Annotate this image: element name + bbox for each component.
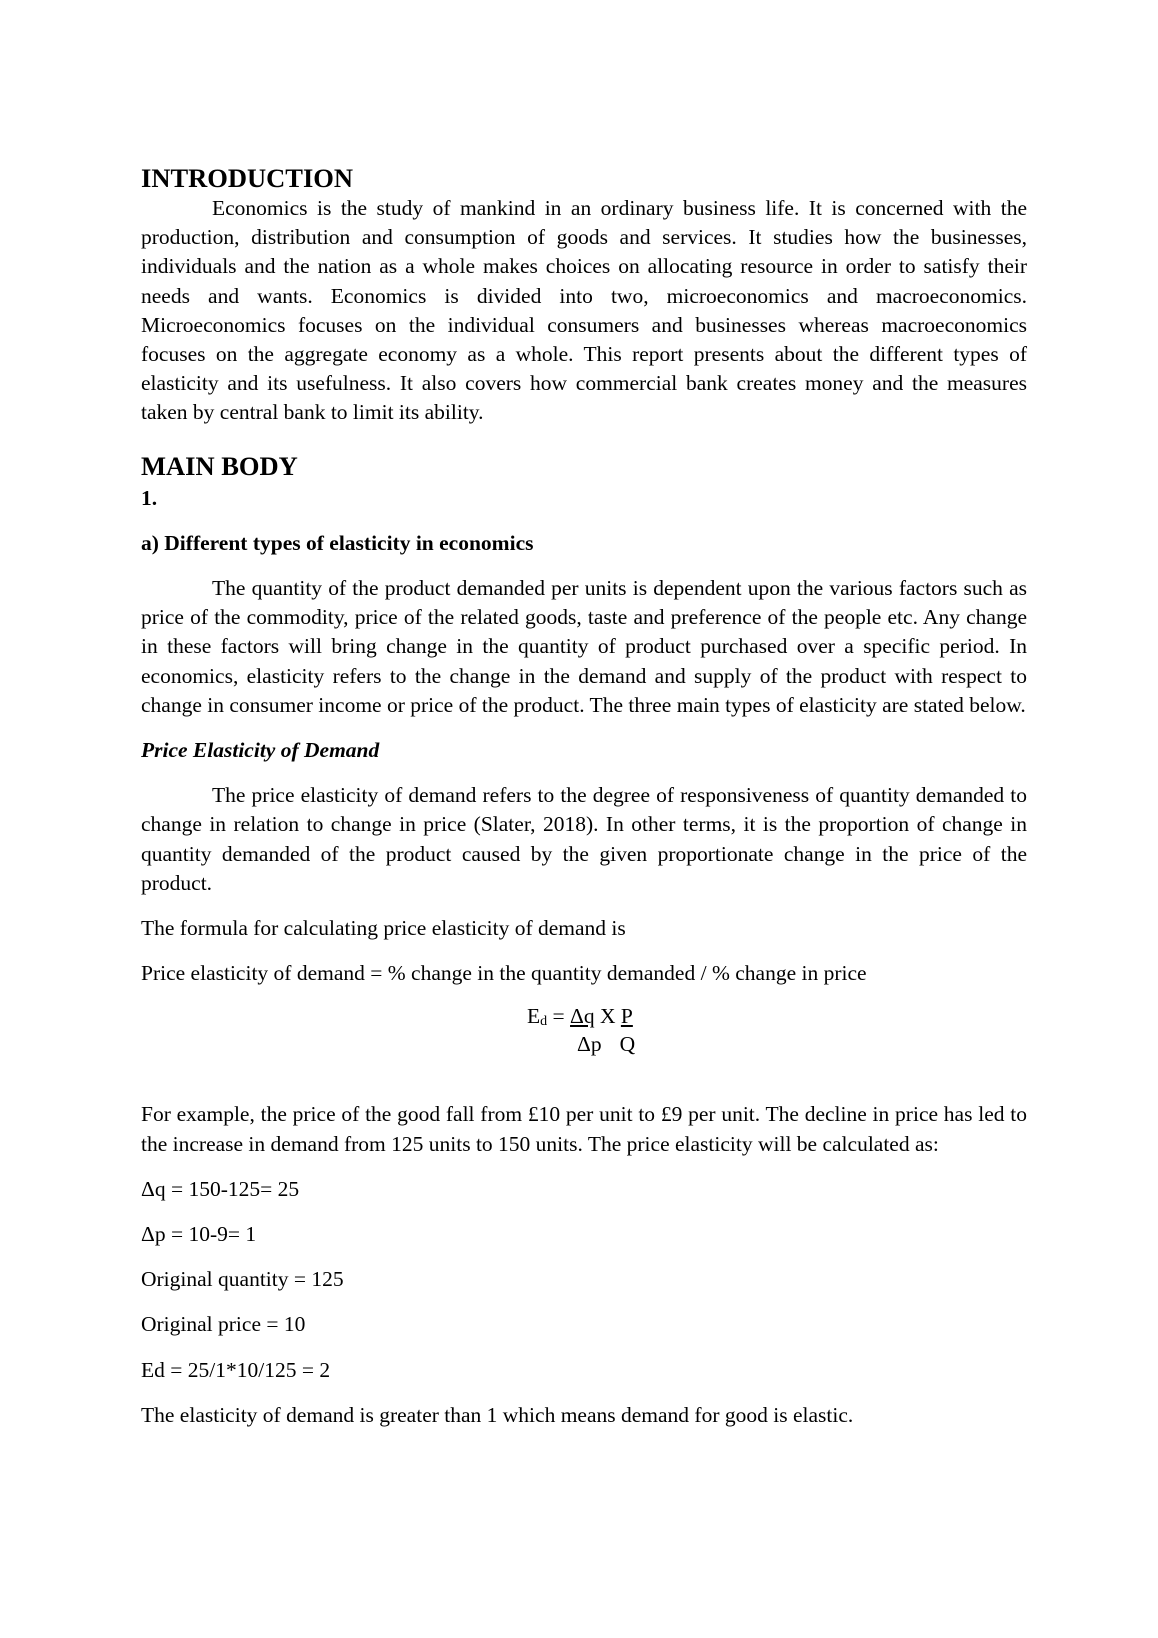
formula-quantity: Q [619,1032,636,1057]
elasticity-formula [141,1002,1027,1060]
formula-lhs: E [527,1004,541,1029]
introduction-heading: INTRODUCTION [141,163,354,193]
formula-intro: The formula for calculating price elasticity of demand is [141,916,626,941]
formula-delta-q: Δq [570,1004,595,1029]
calc-original-price: Original price = 10 [141,1312,306,1337]
calc-delta-p: Δp = 10-9= 1 [141,1222,257,1247]
ped-paragraph: The price elasticity of demand refers to the degree of responsiveness of quantity demanded to change in relation to change in price (Slater, 2018). In other terms, it is the proportion of change in quantity demanded of the product caused by the given proportionate change in the price of the product. [141,783,1027,895]
formula-denominator-row [577,1030,635,1059]
section-a-paragraph: The quantity of the product demanded per units is dependent upon the various factors such as price of the commodity, price of the related goods, taste and preference of the people etc. Any change in these factors will bring change in the quantity of product purchased over a specific period. In economics, elasticity refers to the change in the demand and supply of the product with respect to change in consumer income or price of the product. The three main types of elasticity are stated below. [141,576,1027,717]
section-a-heading: a) Different types of elasticity in economics [141,530,534,555]
ped-heading: Price Elasticity of Demand [141,738,380,763]
conclusion-text: The elasticity of demand is greater than 1 which means demand for good is elastic. [141,1402,854,1427]
formula-times: X [599,1004,616,1029]
calc-delta-q: Δq = 150-125= 25 [141,1176,300,1201]
example-paragraph: For example, the price of the good fall from £10 per unit to £9 per unit. The decline in price has led to the increase in demand from 125 units to 150 units. The price elasticity will be calculated as: [141,1102,1027,1156]
main-body-heading: MAIN BODY [141,450,298,481]
formula-delta-p: Δp [577,1032,602,1057]
introduction-paragraph: Economics is the study of mankind in an ordinary business life. It is concerned with the production, distribution and consumption of goods and services. It studies how the businesses, individuals and the nation as a whole makes choices on allocating resource in order to satisfy their needs and wants. Economics is divided into two, microeconomics and macroeconomics. Microeconomics focuses on the individual consumers and businesses whereas macroeconomics focuses on the aggregate economy as a whole. This report presents about the different types of elasticity and its usefulness. It also covers how commercial bank creates money and the measures taken by central bank to limit its ability. [141,196,1027,425]
calc-elasticity: Ed = 25/1*10/125 = 2 [141,1357,331,1382]
formula-lhs-subscript: d [540,1014,548,1030]
section-number: 1. [141,485,158,510]
document-page [141,162,1027,1430]
formula-price: P [620,1004,633,1029]
formula-equals: = [552,1004,565,1029]
calc-original-quantity: Original quantity = 125 [141,1267,344,1292]
formula-in-words: Price elasticity of demand = % change in the quantity demanded / % change in price [141,961,867,986]
